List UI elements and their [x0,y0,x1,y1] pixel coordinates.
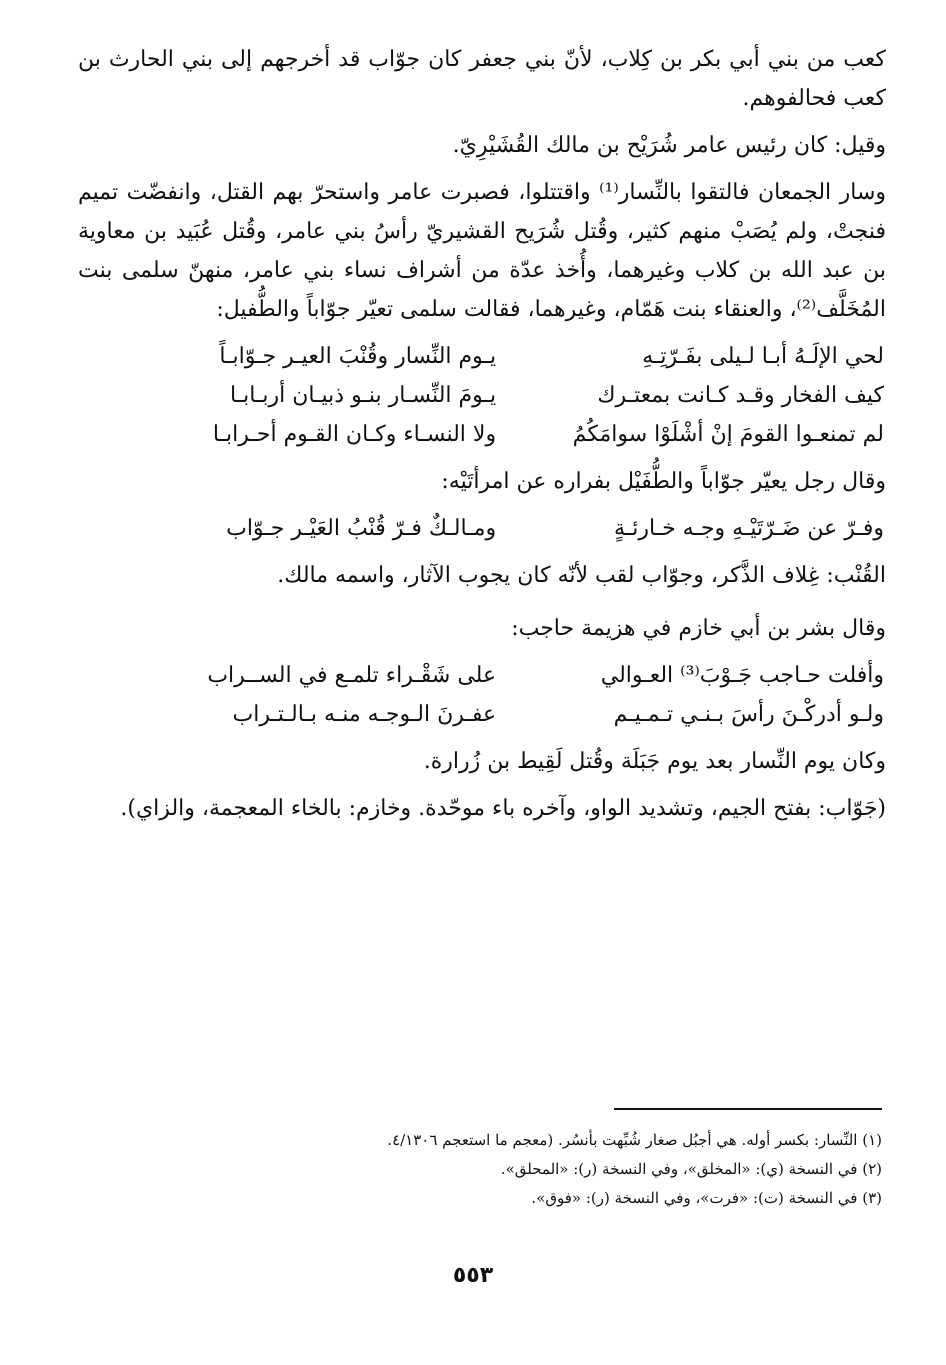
footnote-1: (١) النِّسار: بكسر أوله. هي أجبُل صغار شُبِّهت بأنسُر. (معجم ما استعجم ٤/١٣٠٦. [387,1131,882,1149]
intro-second-poem: وقال رجل يعيّر جوّاباً والطُّفَيْل بفراره عن امرأتَيْه: [441,469,886,494]
verse-line [78,415,886,454]
footnote-3: (٣) في النسخة (ت): «فرت»، وفي النسخة (ر): «فوق». [531,1189,882,1207]
poem-bishr [78,656,886,734]
verse-second-hemistich: يـومَ النِّسـار بنـو ذبيـان أربـابـا [229,383,497,408]
verse-line [78,509,886,548]
verse-second-hemistich: على شَقْـراء تلمـع في الســراب [207,663,497,688]
paragraph-2: وقيل: كان رئيس عامر شُرَيْح بن مالك القُشَيْرِيّ. [452,133,886,158]
verse-line [78,337,886,376]
verse-first-hemistich: وأفلت حـاجب جَـوْبَ⁽³⁾ العـوالي [600,663,884,688]
gloss-paragraph: القُنْب: غِلاف الذَّكر، وجوّاب لقب لأنّه كان يجوب الآثار، واسمه مالك. [277,563,886,588]
paragraph-3: وسار الجمعان فالتقوا بالنِّسار⁽¹⁾ واقتتلوا، فصبرت عامر واستحرّ بهم القتل، وانفضّت تميم فنجتْ، ولم يُصَبْ منهم كثير، وقُتل شُرَيح القشيريّ رأسُ بني عامر، وقُتل عُبَيد بن معاوية بن عبد الله بن كلاب وغيرهما، وأُخذ عدّة من أشراف نساء بني عامر، منهنّ سلمى بنت المُخَلَّف⁽²⁾، والعنقاء بنت هَمّام، وغيرهما، فقالت سلمى تعيّر جوّاباً والطُّفيل: [78,180,887,322]
paragraph-1: كعب من بني أبي بكر بن كِلاب، لأنّ بني جعفر كان جوّاب قد أخرجهم إلى بني الحارث بن كعب فحالفوهم. [78,47,886,111]
verse-line [78,695,886,734]
verse-line [78,656,886,695]
verse-first-hemistich: لم تمنعـوا القومَ إنْ أشْلَوْا سوامَكُمُ [572,422,884,447]
verse-first-hemistich: وفـرّ عن ضَـرّتَيْـهِ وجـه خـارئـةٍ [613,516,884,541]
verse-first-hemistich: كيف الفخار وقـد كـانت بمعتـرك [597,383,884,408]
editor-note: (جَوّاب: بفتح الجيم، وتشديد الواو، وآخره باء موحّدة. وخازم: بالخاء المعجمة، والزاي). [120,796,886,821]
closing-paragraph: وكان يوم النِّسار بعد يوم جَبَلَة وقُتل لَقِيط بن زُرارة. [423,749,886,774]
footnotes [60,1126,882,1213]
page-number: ٥٥٣ [452,1263,494,1288]
intro-third-poem: وقال بشر بن أبي خازم في هزيمة حاجب: [511,616,886,641]
verse-line [78,376,886,415]
page-body [78,40,886,828]
poem-salma [78,337,886,454]
footnote-separator [614,1108,882,1110]
verse-second-hemistich: يـوم النِّسار وقُنْبَ العيـر جـوّابـاً [219,344,497,369]
verse-first-hemistich: لحي الإلَـهُ أبـا لـيلى بفَـرّتِـهِ [642,344,884,369]
verse-second-hemistich: ومـالـكٌ فـرّ قُنْبُ العَيْـر جـوّاب [226,516,497,541]
footnote-2: (٢) في النسخة (ي): «المخلق»، وفي النسخة (ر): «المحلق». [500,1160,882,1178]
poem-second [78,509,886,548]
verse-second-hemistich: ولا النسـاء وكـان القـوم أحـرابـا [212,422,497,447]
verse-second-hemistich: عفـرنَ الـوجـه منـه بـالـتـراب [232,702,497,727]
verse-first-hemistich: ولـو أدركْـنَ رأسَ بـنـي تـمـيـم [613,702,884,727]
